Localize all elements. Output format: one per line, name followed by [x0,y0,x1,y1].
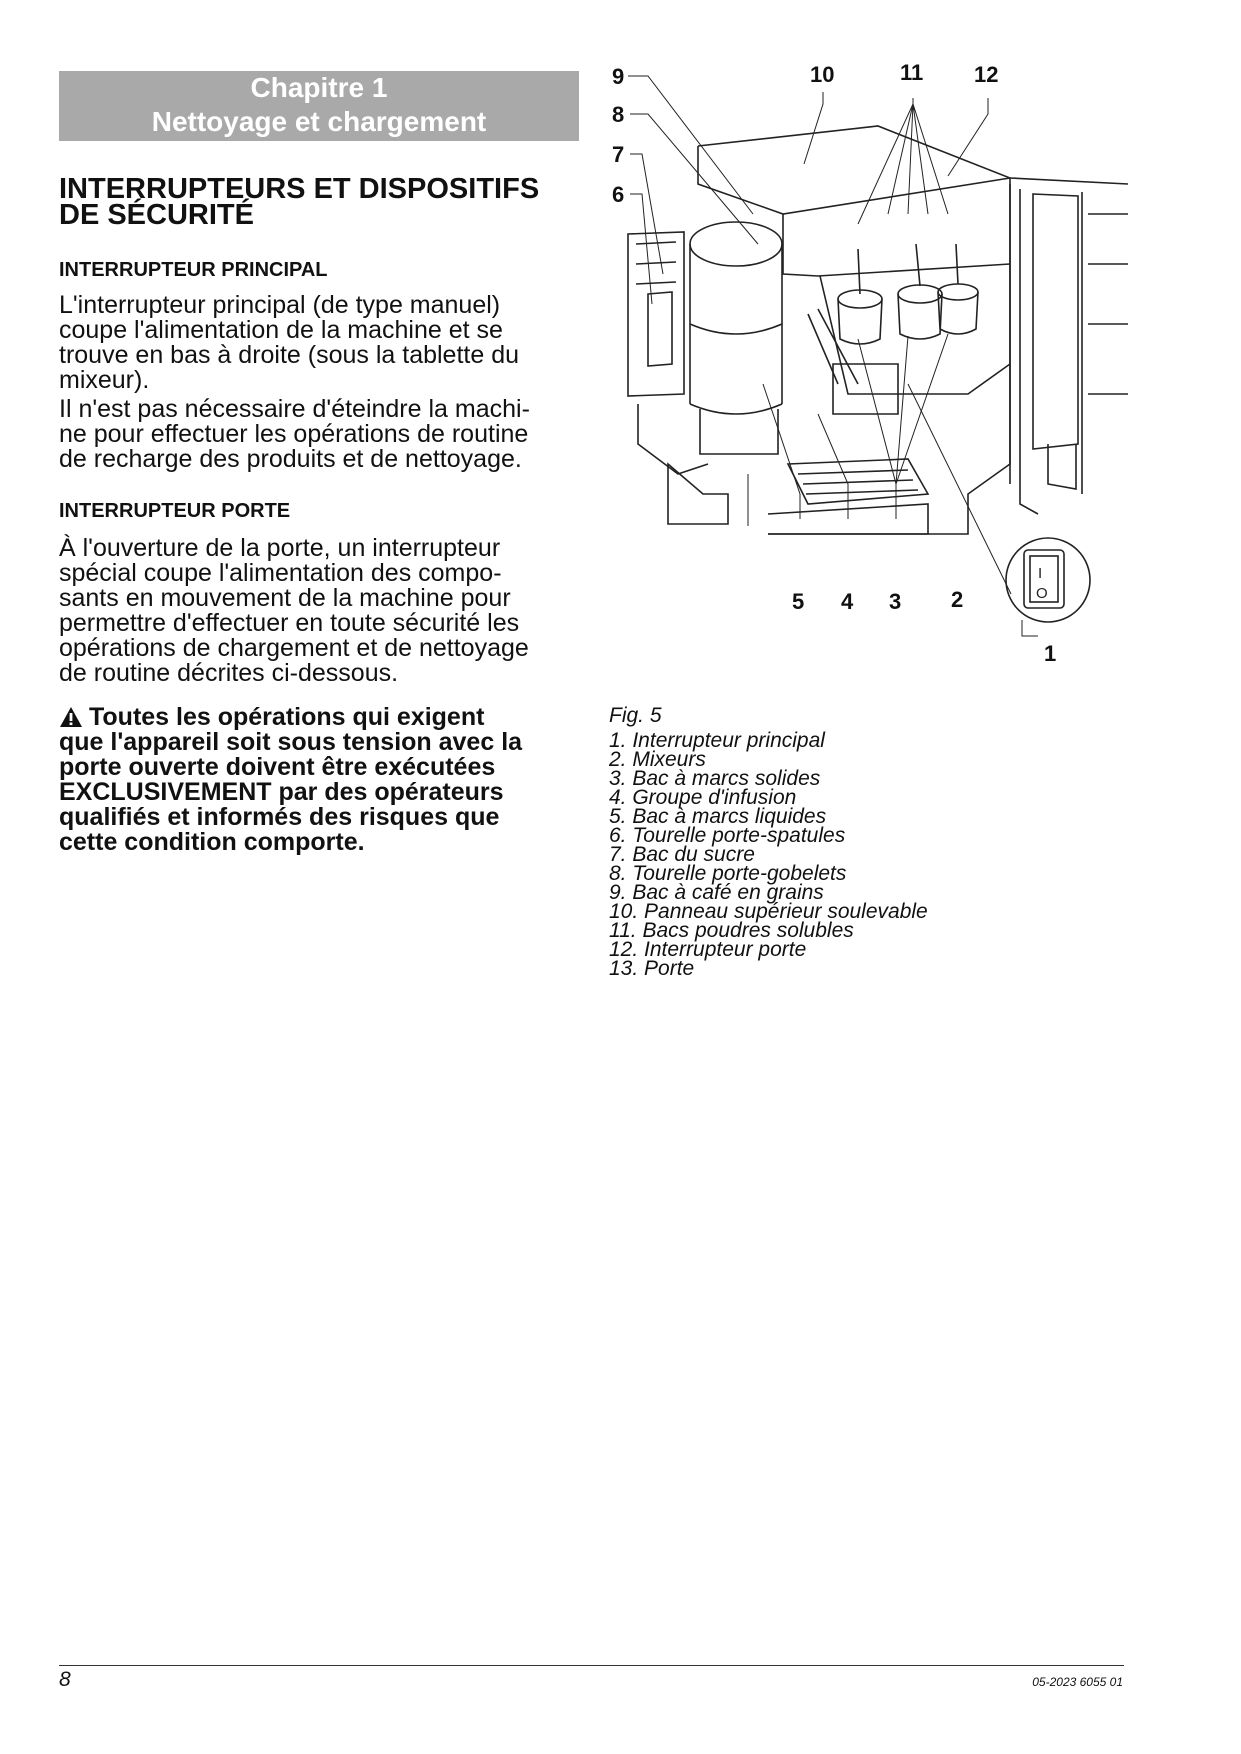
legend-item: 9. Bac à café en grains [609,881,824,904]
switch-symbol-on: I [1038,565,1043,582]
callout-11: 11 [900,64,924,85]
text-line: L'interrupteur principal (de type manuel) [59,291,501,319]
footer-divider [59,1665,1124,1666]
legend-item: 10. Panneau supérieur soulevable [609,900,928,923]
legend-item: 1. Interrupteur principal [609,729,825,752]
text-line: Il n'est pas nécessaire d'éteindre la machi- [59,395,530,423]
warning-line: qualifiés et informés des risques que [59,803,500,831]
machine-illustration [608,64,1138,684]
door-switch-paragraph [59,536,579,686]
main-switch-paragraph-2 [59,397,579,472]
figure-legend [609,731,928,978]
text-line: spécial coupe l'alimentation des compo- [59,559,502,587]
chapter-number: Chapitre 1 [250,72,388,103]
text-line: ne pour effectuer les opérations de routine [59,420,529,448]
machine-drawing [628,126,1128,622]
safety-warning [59,705,579,855]
callout-9: 9 [612,64,625,89]
text-line: sants en mouvement de la machine pour [59,584,511,612]
text-line: opérations de chargement et de nettoyage [59,634,529,662]
warning-triangle-icon [59,706,83,728]
callout-5: 5 [792,589,805,614]
chapter-banner [59,71,579,141]
figure-caption: Fig. 5 [609,704,662,727]
legend-item: 2. Mixeurs [609,748,706,771]
callout-6: 6 [612,182,625,207]
section-title-line-2: DE SÉCURITÉ [59,199,254,231]
callout-12: 12 [974,64,999,87]
switch-symbol-off: O [1036,585,1048,602]
legend-item: 6. Tourelle porte-spatules [609,824,846,847]
warning-text: Toutes les opérations qui exigent [89,703,485,731]
legend-item: 13. Porte [609,957,695,980]
door-switch-heading: INTERRUPTEUR PORTE [59,500,291,522]
main-switch-paragraph-1 [59,293,579,393]
callout-1: 1 [1044,641,1057,666]
text-line: permettre d'effectuer en toute sécurité les [59,609,520,637]
legend-item: 5. Bac à marcs liquides [609,805,827,828]
callout-4: 4 [841,589,854,614]
legend-item: 11. Bacs poudres solubles [609,919,854,942]
text-line: À l'ouverture de la porte, un interrupteur [59,534,501,562]
callout-3: 3 [889,589,902,614]
text-line: de recharge des produits et de nettoyage. [59,445,522,473]
legend-item: 3. Bac à marcs solides [609,767,821,790]
chapter-title: Nettoyage et chargement [151,106,487,137]
document-reference: 05-2023 6055 01 [1032,1675,1123,1689]
warning-line: porte ouverte doivent être exécutées [59,753,496,781]
text-line: mixeur). [59,366,150,394]
section-title [59,173,599,231]
warning-line: EXCLUSIVEMENT par des opérateurs [59,778,504,806]
legend-item: 12. Interrupteur porte [609,938,807,961]
section-title-line-1: INTERRUPTEURS ET DISPOSITIFS [59,173,540,205]
legend-item: 7. Bac du sucre [609,843,755,866]
warning-line: que l'appareil soit sous tension avec la [59,728,523,756]
legend-item: 4. Groupe d'infusion [609,786,797,809]
callout-10: 10 [810,64,835,87]
page-number: 8 [59,1668,71,1691]
legend-item: 8. Tourelle porte-gobelets [609,862,847,885]
callout-8: 8 [612,102,625,127]
callout-2: 2 [951,587,964,612]
text-line: de routine décrites ci-dessous. [59,659,399,687]
warning-line: cette condition comporte. [59,828,365,856]
callout-7: 7 [612,142,625,167]
text-line: trouve en bas à droite (sous la tablette du [59,341,520,369]
text-line: coupe l'alimentation de la machine et se [59,316,503,344]
main-switch-heading: INTERRUPTEUR PRINCIPAL [59,259,328,281]
warning-line [59,705,579,730]
